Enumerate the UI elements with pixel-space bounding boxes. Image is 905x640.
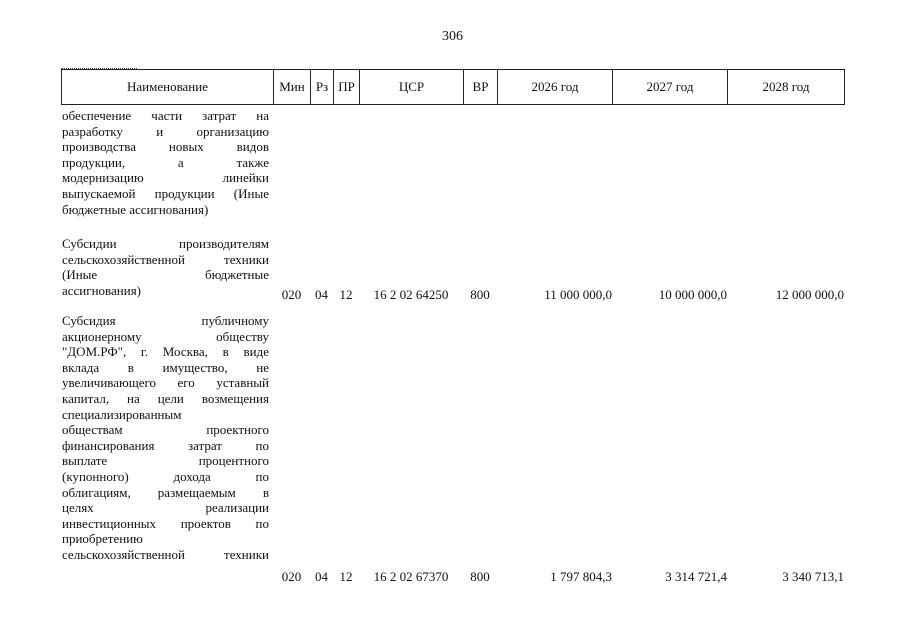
cell-2026: 1 797 804,3 bbox=[550, 569, 612, 584]
cell-rz: 04 bbox=[315, 569, 328, 584]
cell-vr: 800 bbox=[470, 569, 490, 584]
desc-line: ассигнования) bbox=[62, 282, 142, 298]
desc-line: сельскохозяйственной техники bbox=[62, 251, 269, 267]
desc-line: приобретению bbox=[62, 531, 143, 547]
cell-2028: 3 340 713,1 bbox=[782, 569, 844, 584]
cell-2026: 11 000 000,0 bbox=[544, 287, 612, 302]
cell-pr: 12 bbox=[339, 287, 353, 302]
desc-line: продукции, а также bbox=[62, 154, 269, 170]
desc-line: бюджетные ассигнования) bbox=[62, 201, 209, 217]
cell-2028: 12 000 000,0 bbox=[775, 287, 844, 302]
row-description bbox=[62, 236, 269, 298]
cell-min: 020 bbox=[281, 569, 302, 584]
cell-min: 020 bbox=[281, 287, 302, 302]
desc-line: Субсидия публичному bbox=[62, 313, 269, 328]
desc-line: Субсидии производителям bbox=[62, 236, 269, 251]
header-csr: ЦСР bbox=[359, 69, 463, 105]
header-2027: 2027 год bbox=[612, 69, 727, 105]
desc-line: целях реализации bbox=[62, 500, 269, 516]
desc-line: разработку и организацию bbox=[62, 123, 269, 139]
desc-line: обеспечение части затрат на bbox=[62, 108, 269, 123]
desc-line: капитал, на цели возмещения bbox=[62, 390, 269, 406]
desc-line: выплате процентного bbox=[62, 453, 269, 469]
desc-line: сельскохозяйственной техники bbox=[62, 546, 269, 562]
header-name: Наименование bbox=[61, 69, 273, 105]
cell-rz: 04 bbox=[315, 287, 328, 302]
header-2026: 2026 год bbox=[497, 69, 612, 105]
desc-line: облигациям, размещаемым в bbox=[62, 484, 269, 500]
header-2028: 2028 год bbox=[727, 69, 845, 105]
row-description bbox=[62, 313, 269, 563]
cell-pr: 12 bbox=[339, 569, 353, 584]
cell-csr: 16 2 02 67370 bbox=[373, 569, 449, 584]
desc-line: производства новых видов bbox=[62, 139, 269, 155]
cell-2027: 3 314 721,4 bbox=[665, 569, 727, 584]
desc-line: (купонного) дохода по bbox=[62, 468, 269, 484]
desc-line: модернизацию линейки bbox=[62, 170, 269, 186]
desc-line: выпускаемой продукции (Иные bbox=[62, 185, 269, 201]
desc-line: увеличивающего его уставный bbox=[62, 375, 269, 391]
desc-line: финансирования затрат по bbox=[62, 437, 269, 453]
row-description bbox=[62, 108, 269, 217]
desc-line: инвестиционных проектов по bbox=[62, 515, 269, 531]
header-rz: Рз bbox=[310, 69, 333, 105]
desc-line: "ДОМ.РФ", г. Москва, в виде bbox=[62, 344, 269, 360]
desc-line: обществам проектного bbox=[62, 422, 269, 438]
desc-line: (Иные бюджетные bbox=[62, 267, 269, 283]
page-number: 306 bbox=[442, 29, 463, 44]
header-vr: ВР bbox=[463, 69, 497, 105]
header-min: Мин bbox=[273, 69, 310, 105]
desc-line: специализированным bbox=[62, 406, 182, 422]
cell-csr: 16 2 02 64250 bbox=[373, 287, 449, 302]
cell-vr: 800 bbox=[470, 287, 490, 302]
desc-line: вклада в имущество, не bbox=[62, 359, 269, 375]
cell-2027: 10 000 000,0 bbox=[658, 287, 727, 302]
desc-line: акционерному обществу bbox=[62, 328, 269, 344]
header-pr: ПР bbox=[333, 69, 359, 105]
